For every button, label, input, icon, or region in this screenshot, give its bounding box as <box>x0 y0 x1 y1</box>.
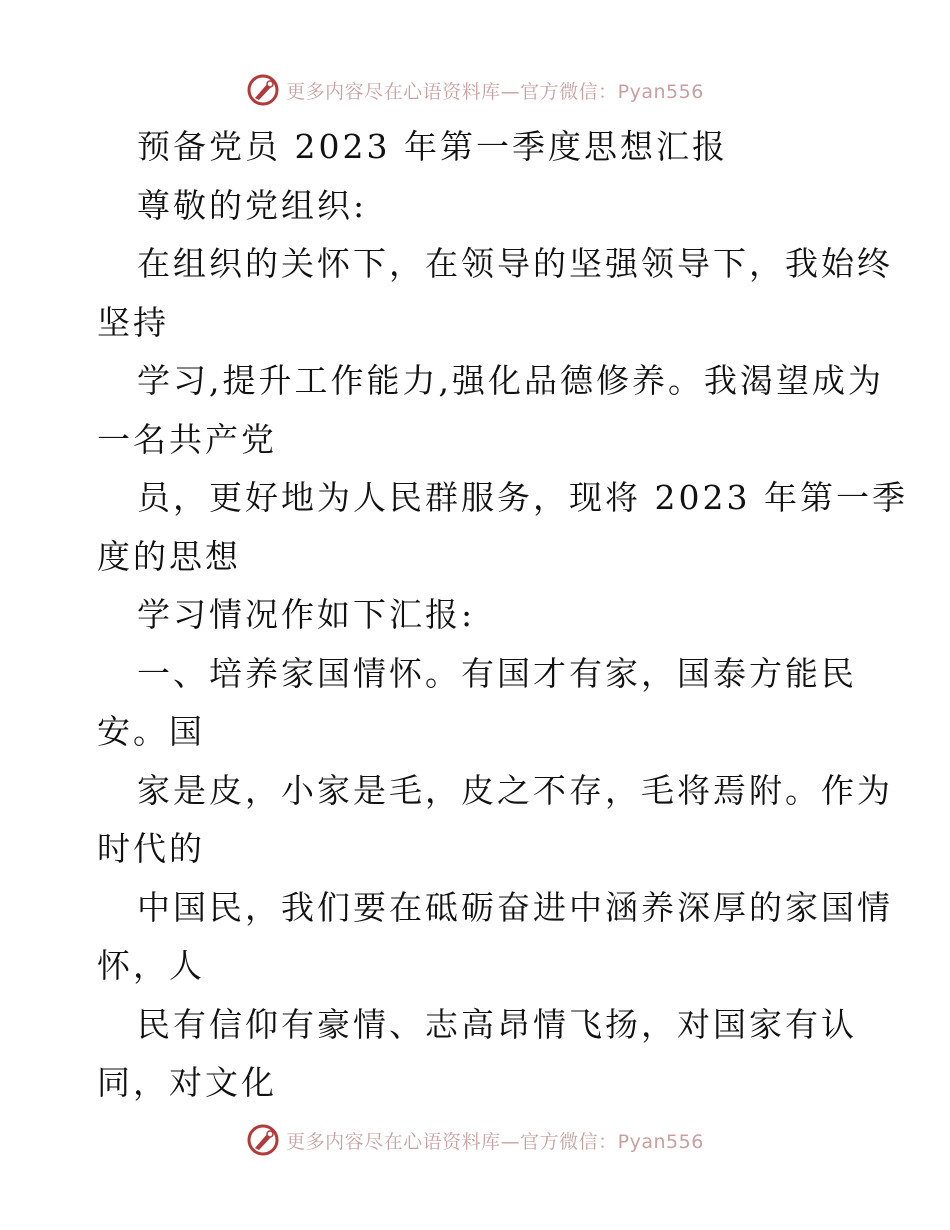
body-line: 学习,提升工作能力,强化品德修养。我渴望成为 <box>137 361 884 400</box>
body-line: 同，对文化 <box>97 1063 277 1102</box>
body-line: 家是皮，小家是毛，皮之不存，毛将焉附。作为 <box>137 770 893 810</box>
footer-watermark-banner <box>0 1120 950 1160</box>
body-text <box>97 235 908 1113</box>
body-line: 度的思想 <box>97 536 241 576</box>
pen-logo-icon <box>246 1123 280 1157</box>
body-line: 怀，人 <box>97 946 205 985</box>
body-line: 在组织的关怀下，在领导的坚强领导下，我始终 <box>137 244 893 283</box>
pen-logo-icon <box>246 73 280 107</box>
body-line: 员，更好地为人民群服务，现将 2023 年第一季 <box>137 478 908 517</box>
footer-watermark-text: 更多内容尽在心语资料库—官方微信：Pyan556 <box>286 1130 704 1153</box>
header-watermark-banner <box>0 70 950 110</box>
body-line: 时代的 <box>97 829 205 868</box>
header-watermark-text: 更多内容尽在心语资料库—官方微信：Pyan556 <box>286 80 704 103</box>
body-line: 安。国 <box>97 712 205 751</box>
body-line: 一名共产党 <box>97 419 277 459</box>
body-line: 坚持 <box>97 302 169 342</box>
body-line: 民有信仰有豪情、志高昂情飞扬，对国家有认 <box>137 1004 857 1044</box>
salutation: 尊敬的党组织: <box>137 185 368 225</box>
document-title: 预备党员 2023 年第一季度思想汇报 <box>137 127 728 166</box>
body-line: 学习情况作如下汇报: <box>137 595 476 634</box>
document-body <box>97 118 908 1113</box>
body-line: 一、培养家国情怀。有国才有家，国泰方能民 <box>137 653 857 693</box>
body-line: 中国民，我们要在砥砺奋进中涵养深厚的家国情 <box>137 887 893 927</box>
